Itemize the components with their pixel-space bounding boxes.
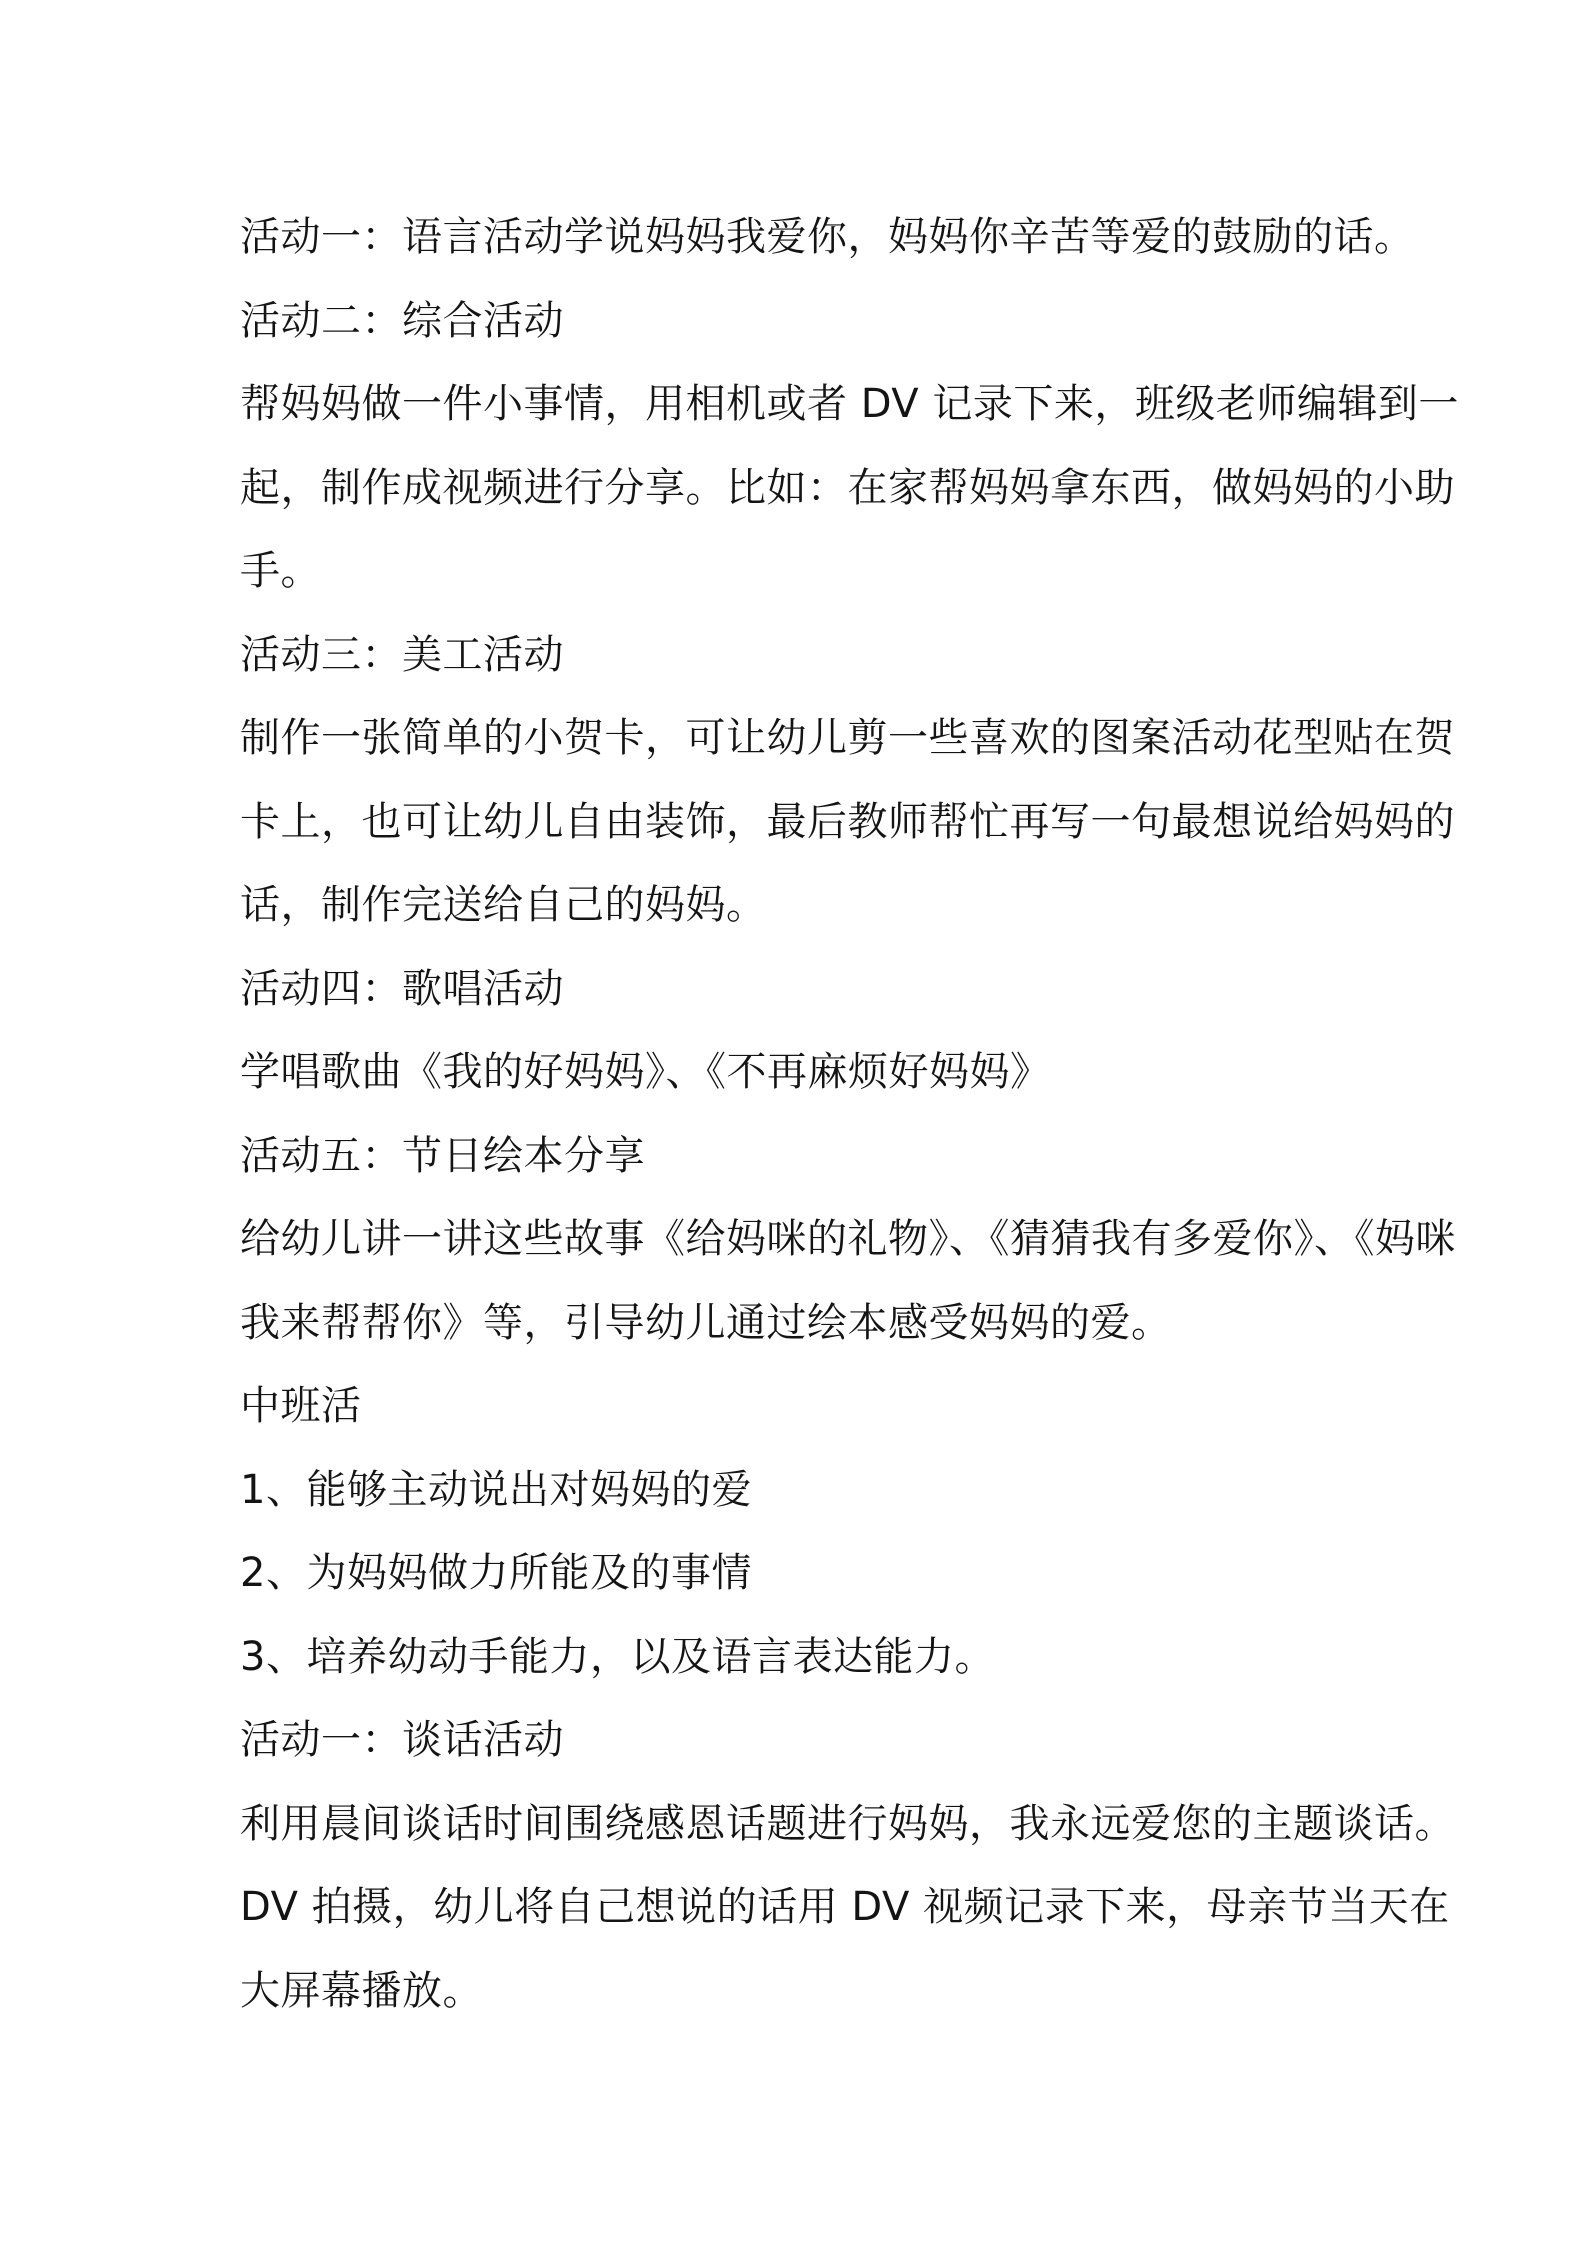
goal-item-1: 1、能够主动说出对妈妈的爱 <box>240 1466 752 1513</box>
activity-5-text-line-2: 我来帮帮你》等，引导幼儿通过绘本感受妈妈的爱。 <box>240 1299 1172 1346</box>
goal-item-2: 2、为妈妈做力所能及的事情 <box>240 1550 752 1596</box>
goal-item-3: 3、培养幼动手能力，以及语言表达能力。 <box>240 1633 995 1680</box>
activity-1-language-line: 活动一：语言活动学说妈妈我爱你，妈妈你辛苦等爱的鼓励的话。 <box>240 214 1415 260</box>
activity-3-text-line-2: 卡上，也可让幼儿自由装饰，最后教师帮忙再写一句最想说给妈妈的 <box>240 798 1455 845</box>
activity-2-text-line-1: 帮妈妈做一件小事情，用相机或者 DV 记录下来，班级老师编辑到一 <box>240 381 1459 427</box>
activity-3-text-line-3: 话，制作完送给自己的妈妈。 <box>240 882 767 928</box>
activity-2-heading: 活动二：综合活动 <box>240 297 564 344</box>
activity-2-text-line-2: 起，制作成视频进行分享。比如：在家帮妈妈拿东西，做妈妈的小助 <box>240 464 1455 511</box>
activity-3-heading: 活动三：美工活动 <box>240 631 564 678</box>
activity-4-heading: 活动四：歌唱活动 <box>240 965 564 1012</box>
talk-activity-text-line-2: DV 拍摄，幼儿将自己想说的话用 DV 视频记录下来，母亲节当天在 <box>240 1884 1450 1930</box>
activity-5-heading: 活动五：节日绘本分享 <box>240 1132 645 1179</box>
document-body <box>240 196 1459 2033</box>
talk-activity-text-line-1: 利用晨间谈话时间围绕感恩话题进行妈妈，我永远爱您的主题谈话。 <box>240 1800 1455 1847</box>
activity-4-text-line-1: 学唱歌曲《我的好妈妈》、《不再麻烦好妈妈》 <box>240 1049 1051 1095</box>
talk-activity-text-line-3: 大屏幕播放。 <box>240 1967 483 2014</box>
talk-activity-heading: 活动一：谈话活动 <box>240 1717 564 1763</box>
middle-class-heading: 中班活 <box>240 1383 362 1429</box>
activity-3-text-line-1: 制作一张简单的小贺卡，可让幼儿剪一些喜欢的图案活动花型贴在贺 <box>240 715 1455 761</box>
activity-5-text-line-1: 给幼儿讲一讲这些故事《给妈咪的礼物》、《猜猜我有多爱你》、《妈咪 <box>240 1216 1456 1262</box>
activity-2-text-line-3: 手。 <box>240 548 321 594</box>
